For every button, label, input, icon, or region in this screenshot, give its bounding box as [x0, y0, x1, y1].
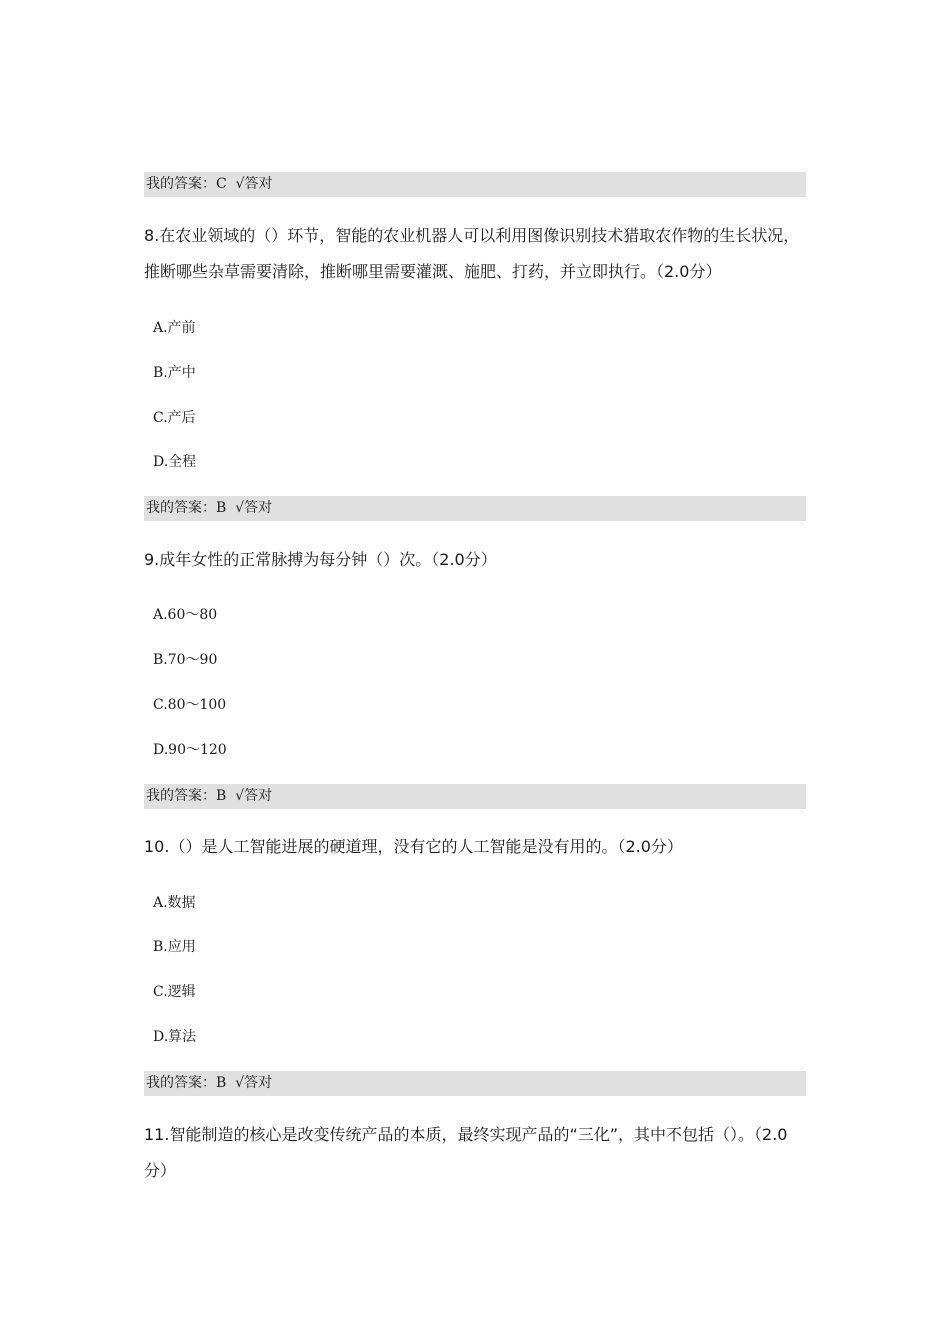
q10-option-c: C.逻辑 [153, 984, 196, 1000]
question-8-text: 8.在农业领域的（）环节，智能的农业机器人可以利用图像识别技术猎取农作物的生长状况，推断哪些杂草需要清除，推断哪里需要灌溉、施肥、打药，并立即执行。（2.0分） [144, 226, 800, 281]
q10-option-a: A.数据 [153, 895, 196, 911]
q9-option-d: D.90～120 [153, 742, 227, 758]
question-10-text: 10.（）是人工智能进展的硬道理，没有它的人工智能是没有用的。（2.0分） [144, 837, 683, 856]
q9-option-b: B.70～90 [153, 652, 218, 668]
q9-option-a: A.60～80 [153, 607, 218, 623]
q9-option-c: C.80～100 [153, 697, 227, 713]
question-9-text: 9.成年女性的正常脉搏为每分钟（）次。（2.0分） [144, 550, 497, 569]
q10-option-d: D.算法 [153, 1029, 197, 1045]
q10-option-b: B.应用 [153, 939, 196, 955]
q8-option-a: A.产前 [153, 320, 196, 336]
question-11-text: 11.智能制造的核心是改变传统产品的本质，最终实现产品的“三化”，其中不包括（）。（2.0分） [144, 1125, 788, 1180]
answer-bar-q10: 我的答案：B √答对 [144, 1071, 806, 1096]
q8-option-b: B.产中 [153, 365, 196, 381]
answer-bar-q7: 我的答案：C √答对 [144, 172, 806, 197]
answer-bar-q8: 我的答案：B √答对 [144, 496, 806, 521]
q8-option-c: C.产后 [153, 410, 196, 426]
answer-bar-q9: 我的答案：B √答对 [144, 784, 806, 809]
q8-option-d: D.全程 [153, 454, 197, 470]
